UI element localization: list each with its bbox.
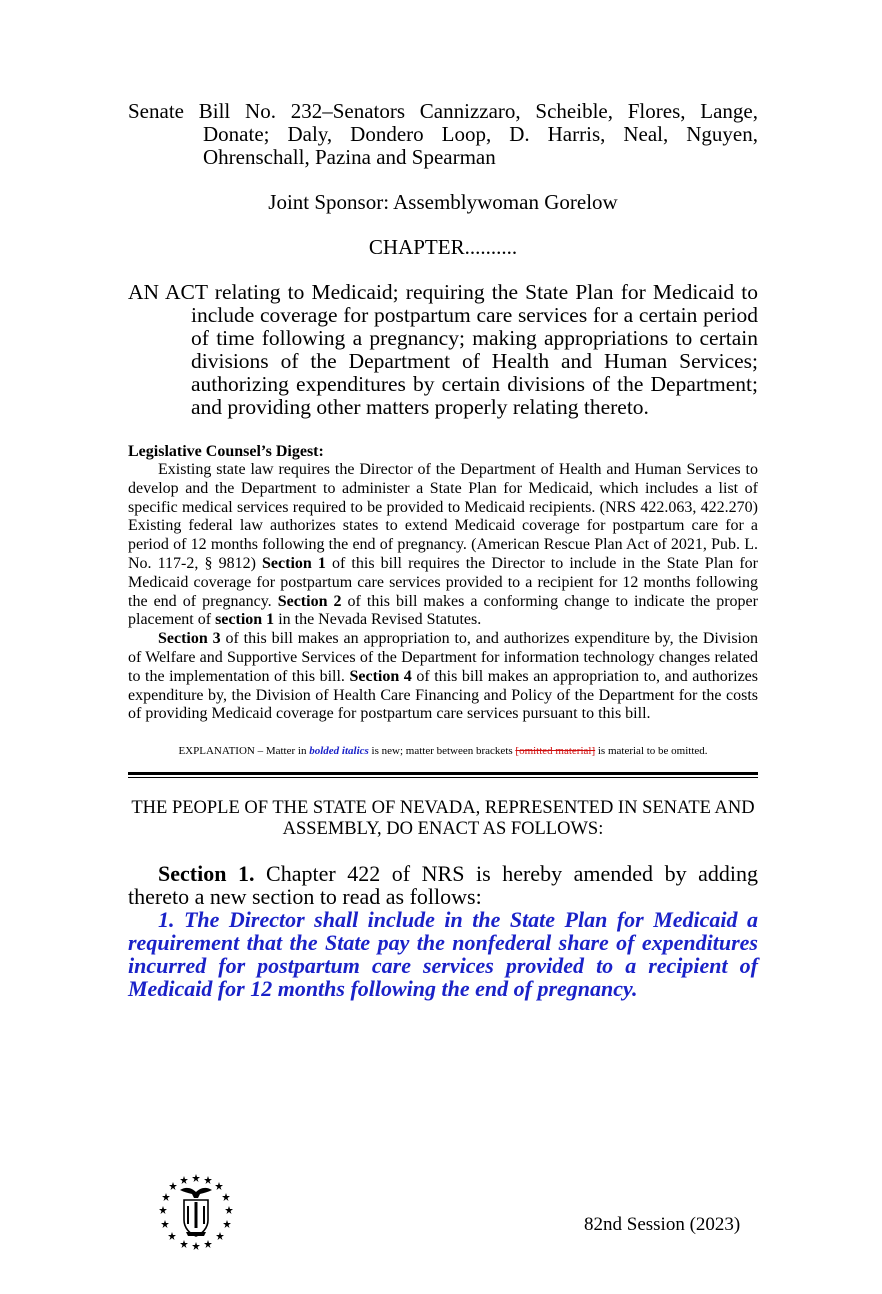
section-1-label: Section 1. (158, 861, 255, 887)
new-matter-sample: bolded italics (309, 745, 369, 758)
digest-text: Existing state law requires the Director of the Department of Health and Human Services to develop and the Department to administer a State Plan for Medicaid, which includes a list of specific medical services required to be provided to Medicaid recipients. (NRS 422.063, 422.270) Existing federal law authorizes states to extend Medicaid coverage for postpartum care for a period of 12 months following the end of pregnancy. (American Rescue Plan Act of 2021, Pub. L. No. 117-2, § 9812) (128, 461, 758, 572)
seal-eagle (180, 1188, 212, 1198)
digest-paragraph-1 (128, 461, 758, 630)
digest-text: of this bill makes an appropriation to, and authorizes expenditure by, the Division of Welfare and Supportive Services of the Department for information technology changes related to the implementation of this bill. (128, 630, 758, 685)
legislative-digest (128, 443, 758, 724)
section-reference: section 1 (215, 611, 275, 629)
bill-sponsors: Senate Bill No. 232–Senators Cannizzaro, Scheible, Flores, Lange, Donate; Daly, Dondero Loop, D. Harris, Neal, Nguyen, Ohrenschall, Pazina and Spearman (128, 99, 758, 169)
explanation-text: EXPLANATION – Matter in (178, 745, 310, 758)
digest-text: of this bill makes a conforming change to indicate the proper placement of (128, 592, 758, 629)
section-reference: Section 2 (277, 592, 342, 610)
session-label: 82nd Session (2023) (584, 1214, 741, 1235)
digest-text: of this bill requires the Director to include in the State Plan for Medicaid coverage for postpartum care services provided to a recipient for 12 months following the end of pregnancy. (128, 554, 758, 610)
joint-sponsor: Joint Sponsor: Assemblywoman Gorelow (268, 190, 618, 214)
section-1-intro (128, 862, 758, 908)
act-title: AN ACT relating to Medicaid; requiring the State Plan for Medicaid to include coverage for postpartum care services for a certain period of time following a pregnancy; making appropriations to certain divisions of the Department of Health and Human Services; authorizing expenditures by certain divisions of the Department; and providing other matters properly relating thereto. (128, 280, 758, 419)
section-1-new-matter: 1. The Director shall include in the State Plan for Medicaid a requirement that the State pay the nonfederal share of expenditures incurred for postpartum care services provided to a recipient of Medicaid for 12 months following the end of pregnancy. (128, 907, 758, 1002)
chapter-line: CHAPTER.......... (368, 235, 518, 259)
double-rule-divider (128, 772, 758, 778)
section-reference: Section 4 (349, 667, 412, 685)
nevada-state-seal-icon (156, 1172, 236, 1252)
explanation-note (128, 744, 758, 758)
bill-page (128, 100, 758, 1000)
digest-paragraph-2 (128, 630, 758, 724)
digest-title: Legislative Counsel’s Digest: (128, 443, 324, 460)
explanation-text: is new; matter between brackets (368, 745, 516, 758)
enacting-clause: THE PEOPLE OF THE STATE OF NEVADA, REPRESENTED IN SENATE AND ASSEMBLY, DO ENACT AS FOLLOWS: (131, 798, 755, 840)
digest-text: in the Nevada Revised Statutes. (274, 611, 482, 629)
section-1-text: Chapter 422 of NRS is hereby amended by adding thereto a new section to read as follows: (128, 861, 758, 910)
section-reference: Section 1 (262, 554, 326, 572)
digest-text: of this bill makes an appropriation to, and authorizes expenditure by, the Division of Health Care Financing and Policy of the Department for the costs of providing Medicaid coverage for postpartum care services pursuant to this bill. (128, 667, 758, 723)
omitted-matter-sample: [omitted material] (515, 745, 596, 758)
explanation-text: is material to be omitted. (595, 745, 708, 758)
section-reference: Section 3 (158, 630, 221, 648)
